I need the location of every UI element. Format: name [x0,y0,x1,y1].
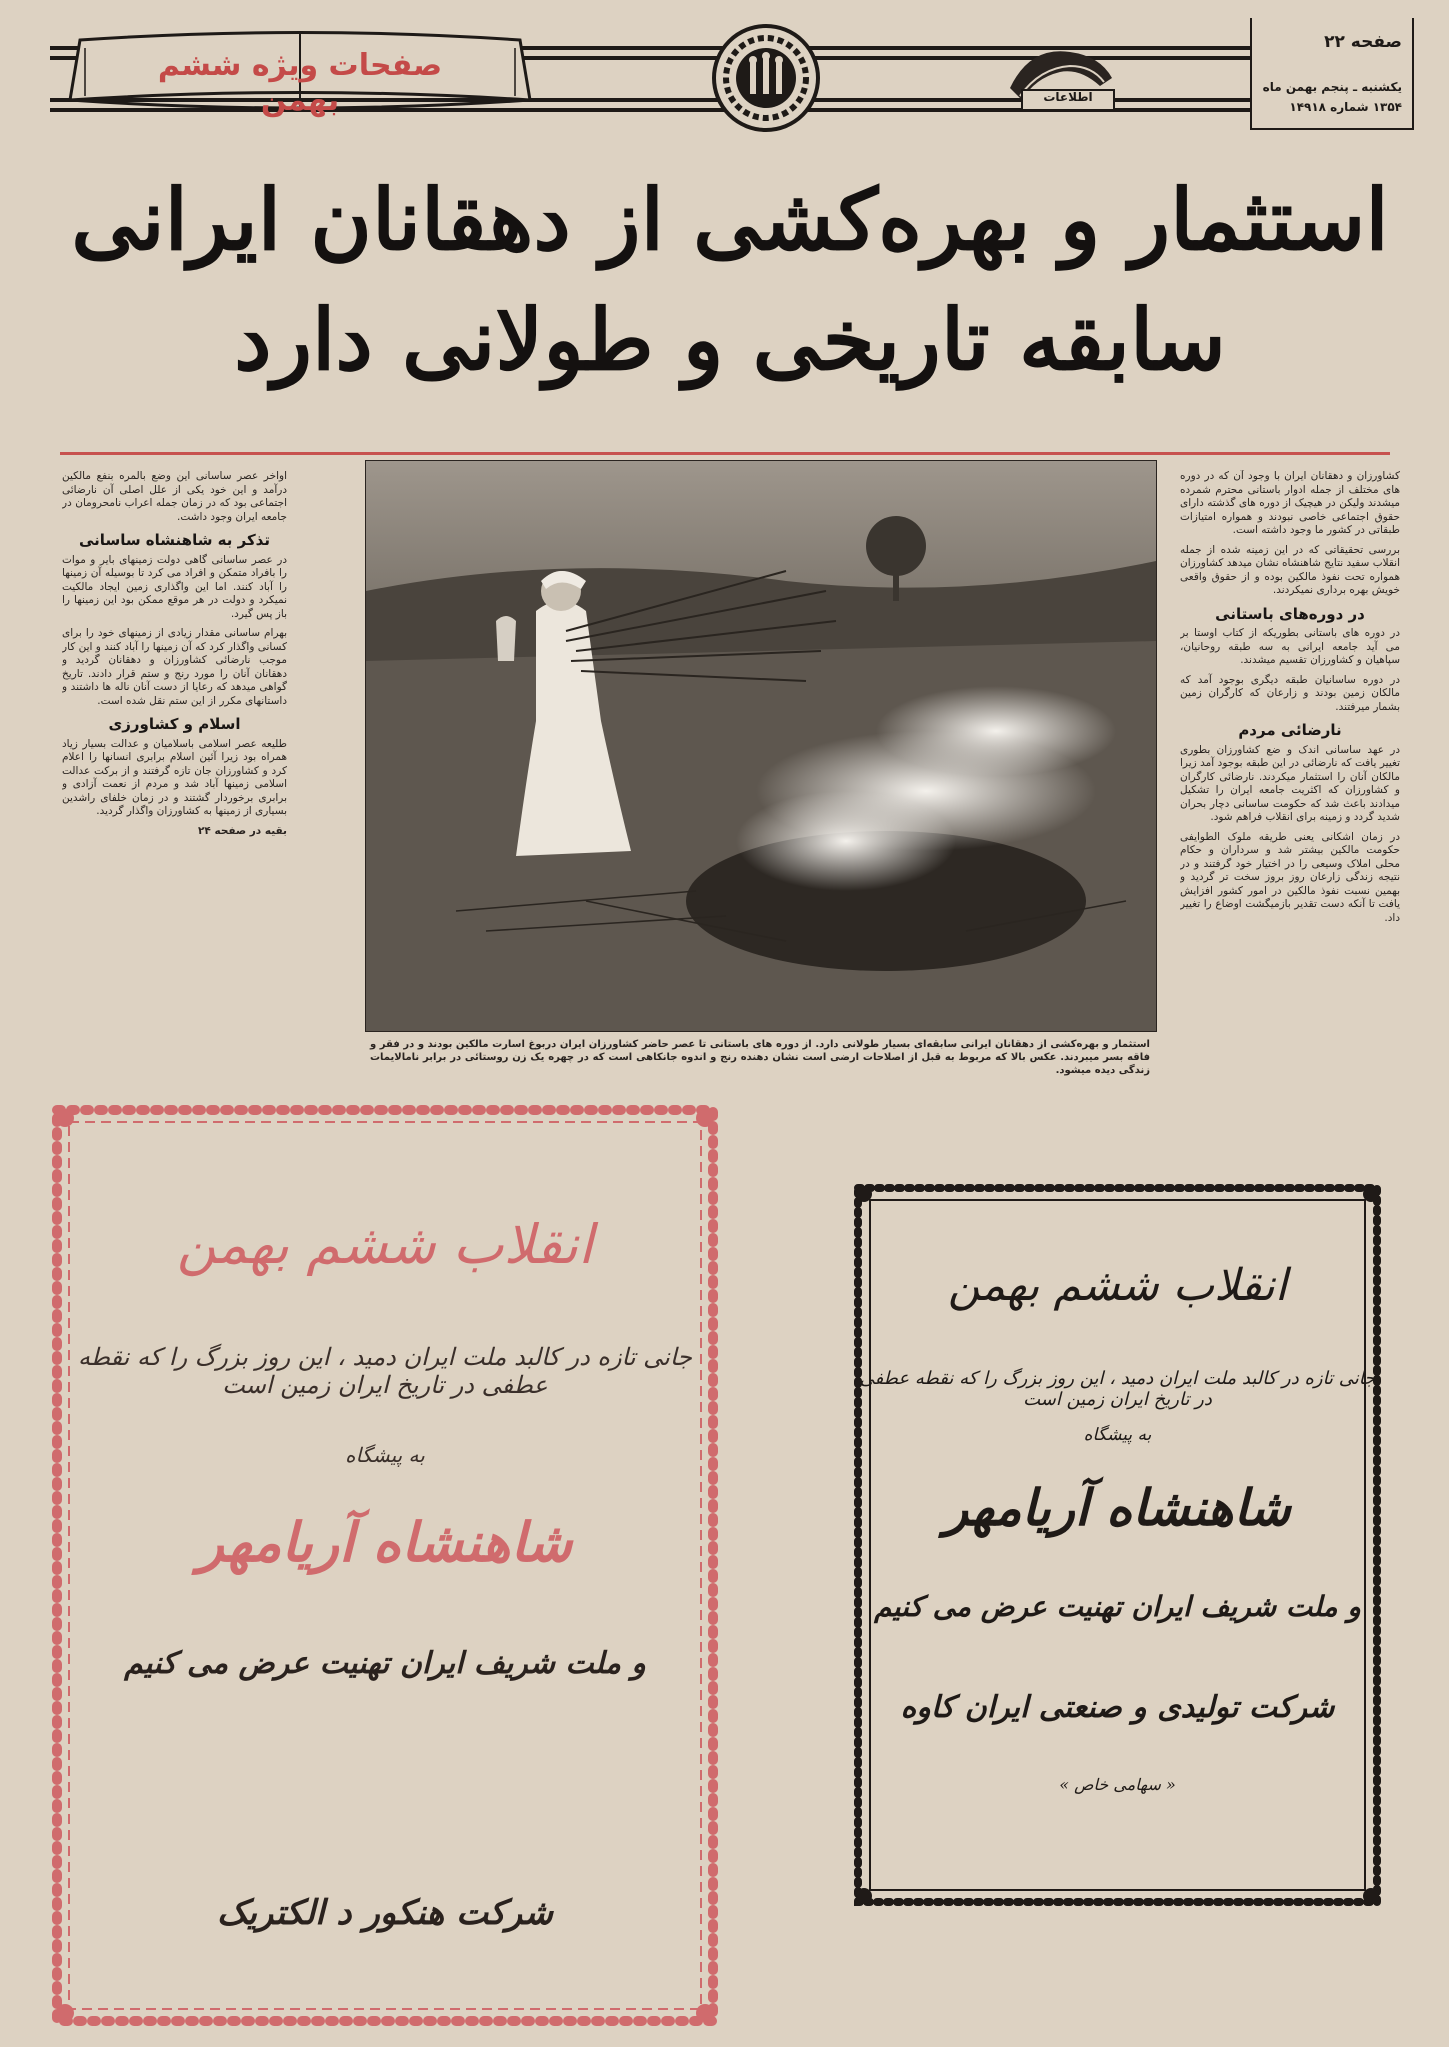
issue-line: ۱۳۵۴ شماره ۱۴۹۱۸ [1289,100,1402,114]
red-divider [60,452,1390,455]
paper-logo-text: اطلاعات [1043,90,1093,104]
article-paragraph: بهرام ساسانی مقدار زیادی از زمینهای خود را برای کسانی واگذار کرد که آن زمینها را آباد کنند و این کار موجب نارضائی کشاورزان و دهقانان گردید و دهقانان آنان را مورد رنج و ستم قرار دادند. تاریخ گواهی میدهد که رعایا از دست آنان ناله ها داشتند و داستانهای مکرر از این ستم نقل شده است. [62,627,287,707]
ad-right-line-2: به پیشگاه [1083,1425,1152,1445]
subheading-ancient-era: در دوره‌های باستانی [1215,604,1365,623]
advertisement-left [45,1098,725,2033]
ad-left-line-1: جانی تازه در کالبد ملت ایران دمید ، این روز بزرگ را که نقطه عطفی در تاریخ ایران زمین است [77,1343,692,1399]
ad-left-title: انقلاب ششم بهمن [176,1213,594,1276]
section-title: صفحات ویژه ششم بهمن [157,48,443,118]
article-column-left [62,470,287,1090]
headline [60,160,1400,400]
article-paragraph: در دوره های باستانی بطوریکه از کتاب اوستا بر می آید جامعه ایرانی به سه طبقه روحانیان، سپاهیان و کشاورزان تقسیم میشدند. [1180,627,1400,666]
subheading-sasanian-king: تذکر به شاهنشاه ساسانی [79,531,270,549]
ad-left-line-2: به پیشگاه [345,1443,425,1467]
advertisement-right [850,1180,1385,1910]
ad-left-company: شرکت هنکور د الکتریک [217,1893,553,1933]
article-paragraph: در عهد ساسانی اندک و ضع کشاورزان بطوری تغییر یافت که نارضائی در این طبقه بوجود آمد زیرا مالکان آنان را استثمار میکردند. نارضائی کارگران و کشاورزان که اکثریت جامعه ایران را تشکیل میدادند باعث شد که حکومت ساسانی دچار بحران شدید گردد و زمینه برای انقلاب فراهم شود. [1180,743,1400,823]
burning-field-photo-icon [366,461,1156,1031]
photo-caption: استثمار و بهره‌کشی از دهقانان ایرانی سابقه‌ای بسیار طولانی دارد. از دوره های باستانی تا عصر حاضر کشاورزان ایران دربوغ اسارت مالکین بودند و در فقر و فاقه بسر میبردند. عکس بالا که مربوط به قبل از اصلاحات ارضی است نشان دهنده رنج و اندوه جانکاهی است که در چهره یک زن روستائی در برابر نامالایمات زندگی دیده میشود. [370,1039,1150,1076]
subheading-islam-agriculture: اسلام و کشاورزی [108,715,241,733]
article-paragraph: در عصر ساسانی گاهی دولت زمینهای بایر و موات را بافراد متمکن و افراد می کرد تا بوسیله آن زمینها را آباد کنند. اما این واگذاری زمین ایجاد مالکیت نمیکرد و دولت در هر موقع ممکن بود این زمینها را باز پس گیرد. [62,553,287,620]
ad-right-line-1: جانی تازه در کالبد ملت ایران دمید ، این روز بزرگ را که نقطه عطفی در تاریخ ایران زمین است [859,1368,1376,1410]
ad-left-line-4: و ملت شریف ایران تهنیت عرض می کنیم [124,1646,646,1681]
article-column-right [1180,470,1400,1090]
ad-right-note: « سهامی خاص » [1059,1775,1176,1794]
revolution-emblem-icon [710,22,822,134]
ad-right-company: شرکت تولیدی و صنعتی ایران کاوه [900,1690,1335,1725]
headline-line-2: سابقه تاریخی و طولانی دارد [234,290,1226,389]
headline-line-1: استثمار و بهره‌کشی از دهقانان ایرانی [71,170,1389,269]
emblem [710,22,822,134]
article-photo [365,460,1157,1032]
ad-right-line-3: شاهنشاه آریامهر [944,1478,1291,1537]
article-paragraph: کشاورزان و دهقانان ایران با وجود آن که در دوره های مختلف از جمله ادوار باستانی محترم شمرده میشدند ولیکن در هیچیک از دوره های گذشته دارای حقوق اجتماعی خاصی نبودند و همواره امتیازات طبقاتی در کشور ما وجود داشته است. [1180,470,1400,536]
article-paragraph: بررسی تحقیقاتی که در این زمینه شده از جمله انقلاب سفید نتایج شاهنشاه نشان میدهد کشاورزان همواره تحت نفوذ مالکین بوده و از حقوق واقعی خویش بهره برداری نمیکردند. [1180,543,1400,596]
article-paragraph: در دوره ساسانیان طبقه دیگری بوجود آمد که مالکان زمین بودند و زارعان که کارگران زمین بشمار میرفتند. [1180,673,1400,713]
ad-right-title: انقلاب ششم بهمن [947,1260,1288,1311]
page-number: صفحه ۲۲ [1324,32,1402,52]
article-paragraph: طلیعه عصر اسلامی باسلامیان و عدالت بسیار زیاد همراه بود زیرا آئین اسلام برابری انسانها را اعلام کرد و کشاورزان جان تازه گرفتند و از برکت عدالت اسلامی زمینها آباد شد و مردم از نعمت آزادی و برابری برخوردار گشتند و در زمان خلفای راشدین بسیاری از زمینها به کشاورزان واگذار گردید. [62,737,287,817]
ettelaat-logo-icon [1000,38,1120,116]
section-banner [60,30,540,116]
date-line: یکشنبه ـ پنجم بهمن ماه [1262,80,1402,94]
article-paragraph: اواخر عصر ساسانی این وضع بالمره بنفع مالکین درآمد و این خود یکی از علل اصلی آن نارضائی اجتماعی بود که در زمان جمله اعراب نامحرومان در جامعه ایران وجود داشت. [62,470,287,523]
ad-right-line-4: و ملت شریف ایران تهنیت عرض می کنیم [874,1590,1361,1623]
ad-left-line-3: شاهنشاه آریامهر [197,1510,573,1574]
paper-logo [1000,38,1120,116]
article-paragraph: در زمان اشکانی یعنی طریقه ملوک الطوایفی حکومت مالکین بیشتر شد و سرداران و حکام محلی املاک وسیعی را در اختیار خود گرفتند و در نتیجه زندگی زارعان روز بروز سخت تر گردید و بهمین نسبت نفوذ مالکین در امور کشور افزایش یافت تا آنکه دست تقدیر بازمیگشت اوضاع را تغییر داد. [1180,830,1400,924]
subheading-public-discontent: نارضائی مردم [1238,721,1342,739]
date-box [1250,18,1414,130]
continued-note: بقیه در صفحه ۲۴ [197,824,287,837]
